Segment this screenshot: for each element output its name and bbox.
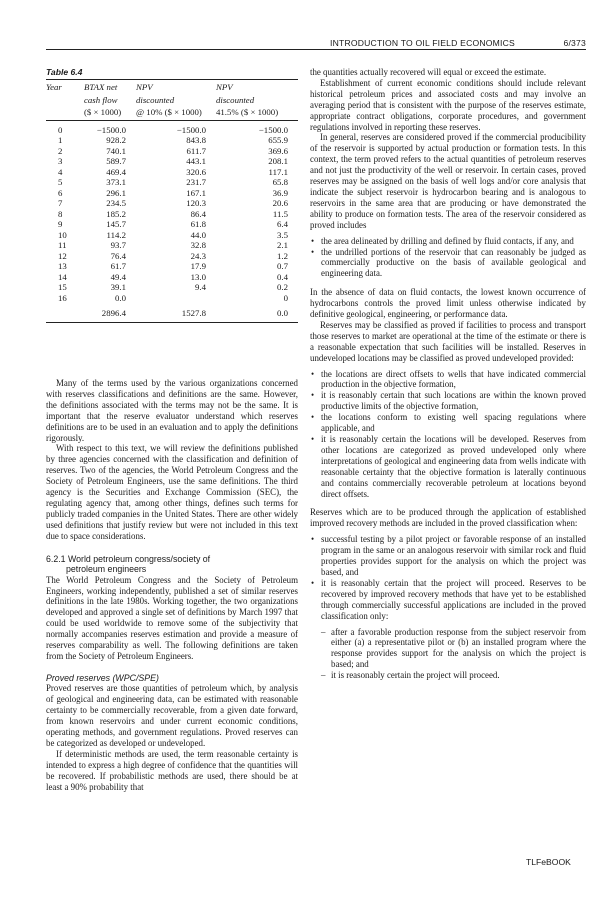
paragraph: Proved reserves are those quantities of petroleum which, by analysis of geological and engineering data, can be estimated with reasonable certainty to be commercially recoverable, from a given date forward, from known reservoirs and under current economic conditions, operating methods, and government regulations. Proved reserves can be categorized as developed or undeveloped. (46, 683, 298, 748)
list-item: • successful testing by a pilot project or favorable response of an installed program in the same or an analogous reservoir with similar rock and fluid properties provides support for the analysis on which the project was based, and (310, 534, 586, 578)
value-cell: 0.0 (115, 292, 126, 303)
list-item: • the area delineated by drilling and defined by fluid contacts, if any, and (310, 236, 586, 247)
value-cell: 13.0 (190, 271, 206, 282)
year-cell: 12 (58, 250, 67, 261)
totals-row (46, 303, 298, 322)
col-header-npv10: NPV (136, 80, 216, 93)
total-cell: 2896.4 (84, 303, 136, 322)
value-cell: 1.2 (277, 250, 288, 261)
year-cell: 5 (58, 177, 63, 187)
table-row (46, 120, 298, 135)
value-cell: 0.7 (277, 261, 288, 271)
paragraph: the quantities actually recovered will equal or exceed the estimate. (310, 67, 547, 77)
table-row (46, 251, 298, 262)
list-item: • the locations are direct offsets to wells that have indicated commercial production in the objective formation, (310, 369, 586, 391)
value-cell: 185.2 (106, 208, 126, 219)
value-cell: 0.4 (277, 271, 288, 282)
year-cell: 16 (58, 292, 67, 303)
value-cell: 11.5 (272, 208, 288, 219)
table-row (46, 156, 298, 167)
value-cell: 443.1 (186, 156, 206, 166)
improved-recovery-list (310, 534, 586, 621)
year-cell: 10 (58, 229, 67, 240)
value-cell: 20.6 (272, 198, 288, 208)
value-cell: 114.2 (106, 229, 126, 240)
header-rule (46, 49, 586, 50)
value-cell: 39.1 (110, 282, 126, 292)
list-item: • it is reasonably certain that the project will proceed. Reserves to be recovered by improved recovery methods that have yet to be established through commercially successful applications are included in the proved classification only: (310, 578, 586, 622)
value-cell: 296.1 (106, 187, 126, 198)
value-cell (136, 293, 216, 304)
table-row (46, 282, 298, 293)
value-cell: 117.1 (268, 166, 288, 177)
year-cell: 11 (58, 240, 67, 250)
paragraph: Reserves may be classified as proved if facilities to process and transport those reserves to market are operational at the time of the estimate or there is a reasonable expectation that such facilities will be installed. Reserves in undeveloped locations may be classified as proved undeveloped provided: (310, 319, 586, 363)
table-row (46, 240, 298, 251)
paragraph: Reserves which are to be produced through the application of established improved recovery methods are included in the proved classification when: (310, 507, 586, 529)
list-item: • the locations conform to existing well spacing regulations where applicable, and (310, 412, 586, 434)
year-cell: 4 (58, 166, 63, 177)
section-heading: 6.2.1 World petroleum congress/society of (46, 553, 211, 564)
table-row (46, 135, 298, 146)
table-row (46, 261, 298, 272)
table-row (46, 272, 298, 283)
value-cell: 928.2 (106, 135, 126, 145)
value-cell: 9.4 (195, 282, 206, 292)
table-caption: Table 6.4 (46, 67, 83, 77)
value-cell: 3.5 (277, 229, 288, 240)
value-cell: 843.8 (186, 135, 206, 145)
value-cell: 120.3 (186, 198, 206, 208)
paragraph: Many of the terms used by the various organizations concerned with reserves classifications and definitions are the same. However, the definitions associated with the terms may not be the same. It is important that the reserve evaluator understand which reserves definitions are to be used in an evaluation and to apply the definitions rigorously. (46, 378, 298, 443)
paragraph: In the absence of data on fluid contacts, the lowest known occurrence of hydrocarbons controls the proved limit unless otherwise indicated by definitive geological, engineering, or performance data. (310, 287, 586, 320)
value-cell: 6.4 (277, 219, 288, 229)
value-cell: 44.0 (190, 229, 206, 240)
list-item: • it is reasonably certain the locations will be developed. Reserves from other locations are categorized as proved undeveloped only where interpretations of geological and engineering data from wells indicate with reasonable certainty that the objective formation is laterally continuous and contains commercially recoverable petroleum at locations beyond direct offsets. (310, 434, 586, 499)
value-cell: 0 (283, 292, 288, 303)
table-row (46, 177, 298, 188)
value-cell: −1500.0 (258, 124, 288, 135)
value-cell: 49.4 (110, 271, 126, 282)
table-row (46, 219, 298, 230)
table-row (46, 198, 298, 209)
paragraph: In general, reserves are considered proved if the commercial producibility of the reservoir is supported by actual production or formation tests. In this context, the term proved refers to the actual quantities of petroleum reserves and not just the productivity of the well or reservoir. In certain cases, proved reserves may be assigned on the basis of well logs and/or core analysis that indicate the subject reservoir is hydrocarbon bearing and is analogous to reservoirs in the same area that are producing or have demonstrated the ability to produce on formation tests. The area of the reservoir considered as proved includes (310, 132, 586, 230)
table-row (46, 293, 298, 304)
value-cell: −1500.0 (96, 124, 126, 135)
value-cell: 234.5 (106, 198, 126, 208)
year-cell: 9 (58, 219, 63, 229)
col-header-npv41: NPV (216, 80, 298, 93)
running-header (330, 38, 586, 48)
table-row (46, 209, 298, 220)
col-header-year: Year (46, 80, 84, 93)
paragraph: The World Petroleum Congress and the Society of Petroleum Engineers, working independently, published a set of similar reserves definitions in the late 1980s. Working together, the two organizations developed and approved a single set of definitions by March 1997 that could be used worldwide to remove some of the subjectivity that normally accompanies reserves estimation and provide a measure of reserves comparability as well. The following definitions are taken from the Society of Petroleum Engineers. (46, 574, 298, 661)
value-cell: 61.8 (190, 219, 206, 229)
proved-area-list (310, 236, 586, 280)
value-cell: 320.6 (186, 166, 206, 177)
undeveloped-conditions-list (310, 369, 586, 500)
value-cell: 76.4 (110, 250, 126, 261)
npv-table: Year BTAX net NPV NPV cash flow discounted discounted ($ × 1000) @ 10% ($ × 1000) 41.5% ($ × 1000) 0 −1500.0 −1500.0 −1500.0 1 928.2 843.8 655.9 2 740.1 611.7 369.6 3 589.7 443.1 208.1 4 469.4 320.6 117.1 5 373.1 231.7 65.8 6 296.1 167.1 36.9 7 234.5 120.3 20.6 8 185.2 86.4 11.5 9 145.7 61.8 6.4 10 114.2 44.0 3.5 11 93.7 32.8 2.1 12 76.4 24.3 1.2 13 61.7 17.9 0.7 14 49.4 13.0 0.4 15 39.1 9.4 0.2 16 0.0 0 2896.4 1527.8 0.0 (46, 79, 298, 323)
paragraph: Establishment of current economic conditions should include relevant historical petroleum prices and associated costs and may involve an averaging period that is consistent with the purpose of the reserves estimate, appropriate contract obligations, corporate procedures, and government regulations involved in reporting these reserves. (310, 77, 586, 132)
value-cell: 589.7 (106, 156, 126, 166)
value-cell: 167.1 (186, 187, 206, 198)
table-row (46, 188, 298, 199)
total-cell: 0.0 (216, 303, 298, 322)
list-item: – it is reasonably certain the project will proceed. (321, 670, 586, 681)
value-cell: 17.9 (190, 261, 206, 271)
value-cell: 145.7 (106, 219, 126, 229)
paragraph: If deterministic methods are used, the term reasonable certainty is intended to express a high degree of confidence that the quantities will be recovered. If probabilistic methods are used, there should be at least a 90% probability that (46, 748, 298, 792)
year-cell: 14 (58, 271, 67, 282)
table-row (46, 167, 298, 178)
year-cell: 1 (58, 135, 63, 145)
table-body (46, 120, 298, 322)
value-cell: 65.8 (272, 177, 288, 187)
right-column (310, 67, 586, 681)
year-cell: 8 (58, 208, 63, 219)
value-cell: 469.4 (106, 166, 126, 177)
year-cell: 15 (58, 282, 67, 292)
page-number: 6/373 (563, 38, 586, 48)
value-cell: 93.7 (110, 240, 126, 250)
table-row (46, 230, 298, 241)
value-cell: 24.3 (190, 250, 206, 261)
value-cell: 0.2 (277, 282, 288, 292)
value-cell: 373.1 (106, 177, 126, 187)
value-cell: 208.1 (268, 156, 288, 166)
year-cell: 0 (58, 124, 63, 135)
value-cell: 61.7 (110, 261, 126, 271)
value-cell: 2.1 (277, 240, 288, 250)
left-column (46, 378, 298, 792)
list-item: • the undrilled portions of the reservoir that can reasonably be judged as commercially productive on the basis of available geological and engineering data. (310, 247, 586, 280)
section-heading-cont: petroleum engineers (66, 564, 147, 575)
year-cell: 6 (58, 187, 63, 198)
value-cell: 611.7 (186, 145, 206, 156)
year-cell: 13 (58, 261, 67, 271)
footer-watermark: TLFeBOOK (526, 857, 571, 867)
year-cell: 2 (58, 145, 63, 156)
value-cell: 369.6 (268, 145, 288, 156)
total-cell (46, 303, 84, 322)
value-cell: 36.9 (272, 187, 288, 198)
paragraph: With respect to this text, we will review the definitions published by three agencies concerned with the classification and definition of reserves. Two of the agencies, the World Petroleum Congress and the Society of Petroleum Engineers, use the same definitions. The third agency is the Securities and Exchange Commission (SEC), the regulating agency that, among other things, defines such terms for publicly traded companies in the United States. There are other widely used definitions that justify review but were not included in this text due to space considerations. (46, 443, 298, 541)
year-cell: 7 (58, 198, 63, 208)
list-item: – after a favorable production response from the subject reservoir from either (a) a representative pilot or (b) an installed program where the response provides support for the analysis on which the project is based; and (321, 627, 586, 671)
value-cell: −1500.0 (176, 124, 206, 135)
proved-only-list (310, 627, 586, 682)
total-cell: 1527.8 (136, 303, 216, 322)
value-cell: 32.8 (190, 240, 206, 250)
year-cell: 3 (58, 156, 63, 166)
subsection-heading: Proved reserves (WPC/SPE) (46, 672, 159, 683)
value-cell: 86.4 (190, 208, 206, 219)
table-row (46, 146, 298, 157)
value-cell: 740.1 (106, 145, 126, 156)
col-header-btax: BTAX net (84, 80, 136, 93)
list-item: • it is reasonably certain that such locations are within the known proved productive limits of the objective formation, (310, 390, 586, 412)
value-cell: 655.9 (268, 135, 288, 145)
value-cell: 231.7 (186, 177, 206, 187)
header-title: INTRODUCTION TO OIL FIELD ECONOMICS (330, 38, 515, 48)
